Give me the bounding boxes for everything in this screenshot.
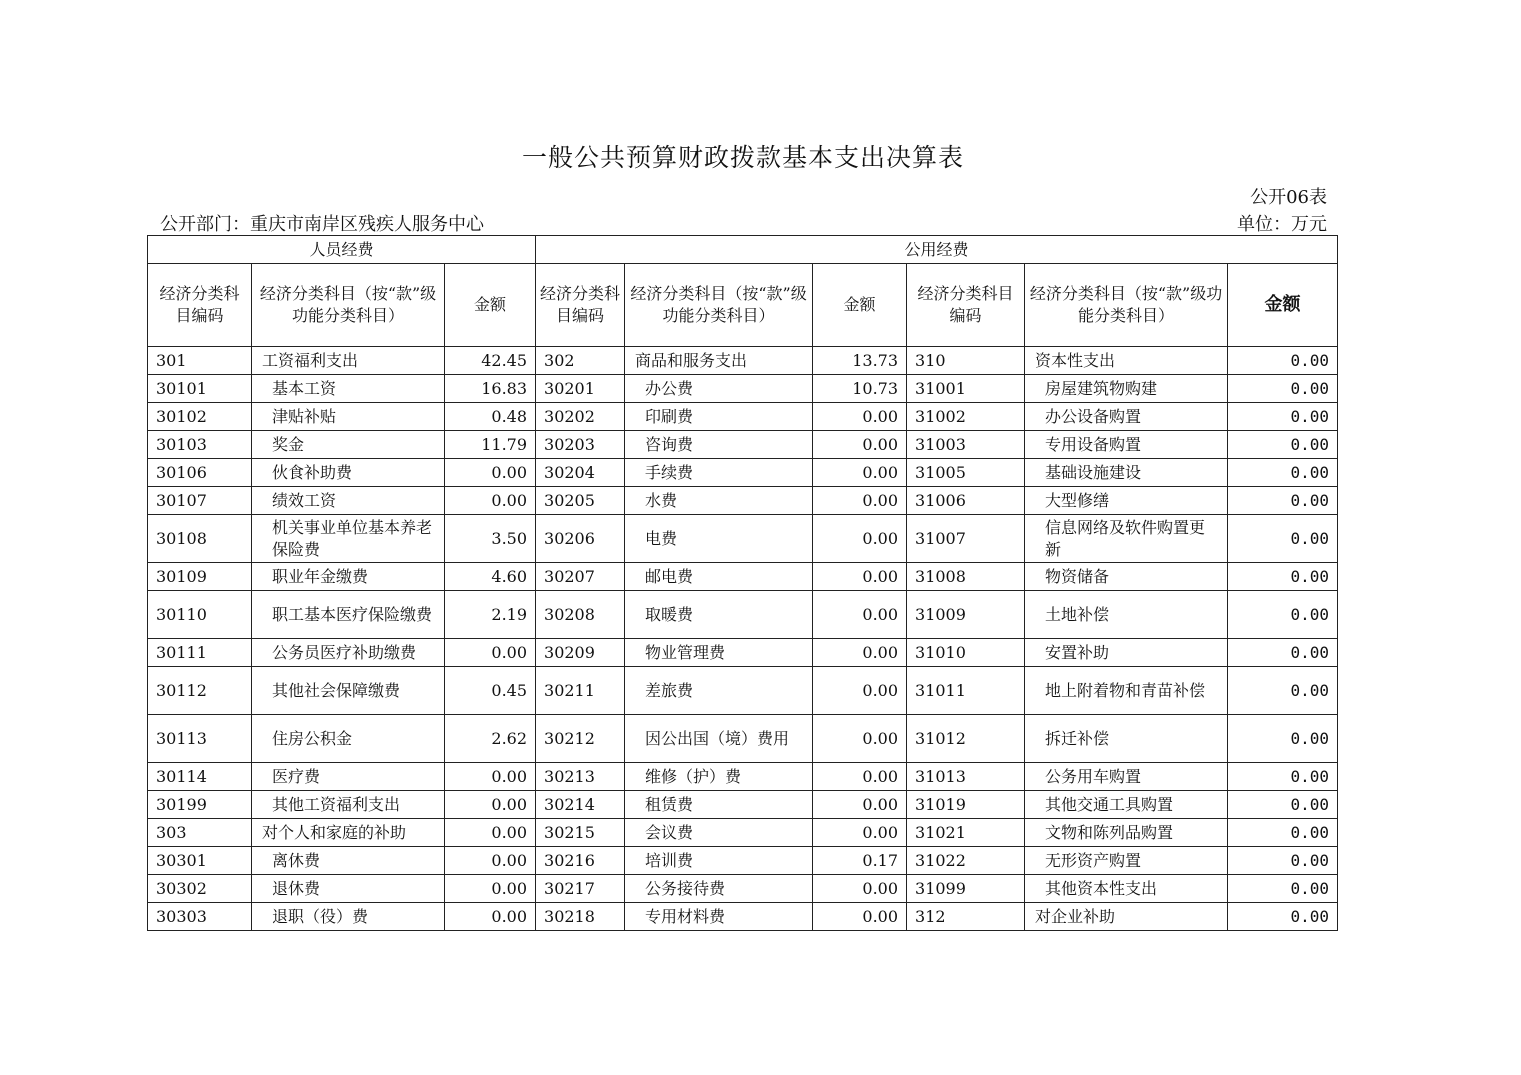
table-row	[148, 875, 1338, 903]
unit-label: 单位：万元	[1237, 214, 1327, 235]
row-code-public: 30214	[536, 791, 625, 819]
row-amount-public: 0.00	[813, 403, 907, 431]
row-amount-personnel: 0.45	[445, 667, 536, 715]
row-code-personnel: 30302	[148, 875, 252, 903]
row-amount-capital: 0.00	[1228, 639, 1338, 667]
row-item-personnel: 机关事业单位基本养老保险费	[252, 515, 445, 563]
row-code-public: 30212	[536, 715, 625, 763]
row-amount-personnel: 16.83	[445, 375, 536, 403]
row-item-public: 印刷费	[625, 403, 813, 431]
header-amount-c: 金额	[1228, 264, 1338, 347]
table-row	[148, 347, 1338, 375]
row-item-personnel: 公务员医疗补助缴费	[252, 639, 445, 667]
row-amount-personnel: 0.00	[445, 819, 536, 847]
row-item-capital: 文物和陈列品购置	[1025, 819, 1228, 847]
table-row	[148, 459, 1338, 487]
row-item-capital: 基础设施建设	[1025, 459, 1228, 487]
row-amount-public: 0.00	[813, 639, 907, 667]
row-code-personnel: 30111	[148, 639, 252, 667]
row-item-public: 水费	[625, 487, 813, 515]
row-code-public: 30216	[536, 847, 625, 875]
table-row	[148, 763, 1338, 791]
row-item-public: 公务接待费	[625, 875, 813, 903]
header-code-a: 经济分类科目编码	[148, 264, 252, 347]
table-row	[148, 847, 1338, 875]
row-code-personnel: 30110	[148, 591, 252, 639]
row-code-public: 30217	[536, 875, 625, 903]
row-code-capital: 31012	[907, 715, 1025, 763]
table-row	[148, 791, 1338, 819]
row-amount-capital: 0.00	[1228, 667, 1338, 715]
row-item-personnel: 其他工资福利支出	[252, 791, 445, 819]
row-item-public: 电费	[625, 515, 813, 563]
table-row	[148, 375, 1338, 403]
row-amount-public: 0.00	[813, 763, 907, 791]
row-item-personnel: 住房公积金	[252, 715, 445, 763]
row-code-capital: 31002	[907, 403, 1025, 431]
table-row	[148, 639, 1338, 667]
row-code-public: 30211	[536, 667, 625, 715]
row-code-personnel: 30113	[148, 715, 252, 763]
row-item-personnel: 工资福利支出	[252, 347, 445, 375]
group-public: 公用经费	[536, 236, 1338, 264]
row-amount-personnel: 0.00	[445, 847, 536, 875]
row-item-capital: 办公设备购置	[1025, 403, 1228, 431]
row-item-public: 商品和服务支出	[625, 347, 813, 375]
row-amount-capital: 0.00	[1228, 763, 1338, 791]
row-amount-personnel: 0.00	[445, 791, 536, 819]
row-code-capital: 31003	[907, 431, 1025, 459]
row-code-personnel: 30112	[148, 667, 252, 715]
header-code-c: 经济分类科目编码	[907, 264, 1025, 347]
row-code-capital: 31001	[907, 375, 1025, 403]
row-amount-public: 0.00	[813, 515, 907, 563]
row-item-personnel: 退休费	[252, 875, 445, 903]
header-amount-b: 金额	[813, 264, 907, 347]
row-code-personnel: 30114	[148, 763, 252, 791]
row-code-capital: 31021	[907, 819, 1025, 847]
row-item-public: 专用材料费	[625, 903, 813, 931]
table-row	[148, 403, 1338, 431]
table-row	[148, 667, 1338, 715]
row-code-public: 30218	[536, 903, 625, 931]
header-name-a: 经济分类科目（按“款”级功能分类科目）	[252, 264, 445, 347]
row-code-public: 30204	[536, 459, 625, 487]
table-row	[148, 903, 1338, 931]
row-code-capital: 31005	[907, 459, 1025, 487]
row-code-capital: 31099	[907, 875, 1025, 903]
row-item-capital: 其他资本性支出	[1025, 875, 1228, 903]
group-personnel: 人员经费	[148, 236, 536, 264]
row-item-personnel: 退职（役）费	[252, 903, 445, 931]
row-amount-capital: 0.00	[1228, 903, 1338, 931]
row-code-public: 30206	[536, 515, 625, 563]
row-item-public: 办公费	[625, 375, 813, 403]
row-amount-public: 0.00	[813, 459, 907, 487]
row-item-public: 培训费	[625, 847, 813, 875]
row-amount-capital: 0.00	[1228, 403, 1338, 431]
row-amount-public: 0.00	[813, 591, 907, 639]
row-item-personnel: 职工基本医疗保险缴费	[252, 591, 445, 639]
row-code-personnel: 30107	[148, 487, 252, 515]
row-code-personnel: 30102	[148, 403, 252, 431]
row-code-public: 30215	[536, 819, 625, 847]
row-amount-personnel: 0.00	[445, 639, 536, 667]
row-item-personnel: 绩效工资	[252, 487, 445, 515]
row-item-capital: 物资储备	[1025, 563, 1228, 591]
row-amount-capital: 0.00	[1228, 847, 1338, 875]
row-amount-capital: 0.00	[1228, 875, 1338, 903]
row-code-personnel: 301	[148, 347, 252, 375]
row-amount-public: 0.00	[813, 903, 907, 931]
row-code-personnel: 30109	[148, 563, 252, 591]
row-amount-personnel: 4.60	[445, 563, 536, 591]
row-item-public: 邮电费	[625, 563, 813, 591]
row-item-public: 手续费	[625, 459, 813, 487]
row-code-capital: 312	[907, 903, 1025, 931]
header-code-b: 经济分类科目编码	[536, 264, 625, 347]
row-code-personnel: 30199	[148, 791, 252, 819]
row-item-capital: 拆迁补偿	[1025, 715, 1228, 763]
row-item-public: 租赁费	[625, 791, 813, 819]
row-item-capital: 信息网络及软件购置更新	[1025, 515, 1228, 563]
row-code-capital: 31010	[907, 639, 1025, 667]
column-header-row	[148, 264, 1338, 347]
row-code-capital: 31019	[907, 791, 1025, 819]
row-item-public: 会议费	[625, 819, 813, 847]
row-item-public: 因公出国（境）费用	[625, 715, 813, 763]
row-amount-capital: 0.00	[1228, 819, 1338, 847]
row-item-capital: 大型修缮	[1025, 487, 1228, 515]
row-code-public: 30203	[536, 431, 625, 459]
expenditure-table	[147, 235, 1338, 931]
row-amount-personnel: 0.00	[445, 459, 536, 487]
row-code-capital: 31009	[907, 591, 1025, 639]
row-amount-capital: 0.00	[1228, 459, 1338, 487]
row-item-capital: 公务用车购置	[1025, 763, 1228, 791]
row-amount-capital: 0.00	[1228, 487, 1338, 515]
row-code-personnel: 30303	[148, 903, 252, 931]
row-item-capital: 对企业补助	[1025, 903, 1228, 931]
form-number: 公开06表	[1250, 187, 1327, 208]
row-code-public: 30202	[536, 403, 625, 431]
row-amount-public: 0.00	[813, 791, 907, 819]
row-item-public: 物业管理费	[625, 639, 813, 667]
row-code-personnel: 30101	[148, 375, 252, 403]
row-item-personnel: 津贴补贴	[252, 403, 445, 431]
row-code-capital: 31022	[907, 847, 1025, 875]
row-amount-personnel: 0.00	[445, 487, 536, 515]
row-item-personnel: 职业年金缴费	[252, 563, 445, 591]
table-row	[148, 515, 1338, 563]
row-amount-capital: 0.00	[1228, 515, 1338, 563]
row-item-public: 咨询费	[625, 431, 813, 459]
row-code-personnel: 30103	[148, 431, 252, 459]
row-item-personnel: 其他社会保障缴费	[252, 667, 445, 715]
row-item-personnel: 伙食补助费	[252, 459, 445, 487]
row-item-capital: 安置补助	[1025, 639, 1228, 667]
page-title: 一般公共预算财政拨款基本支出决算表	[521, 143, 964, 172]
row-code-public: 30205	[536, 487, 625, 515]
row-item-capital: 专用设备购置	[1025, 431, 1228, 459]
row-code-capital: 31013	[907, 763, 1025, 791]
row-amount-public: 0.00	[813, 431, 907, 459]
table-row	[148, 715, 1338, 763]
row-amount-personnel: 11.79	[445, 431, 536, 459]
row-amount-public: 0.00	[813, 563, 907, 591]
row-item-capital: 地上附着物和青苗补偿	[1025, 667, 1228, 715]
row-code-capital: 31011	[907, 667, 1025, 715]
row-amount-capital: 0.00	[1228, 791, 1338, 819]
row-item-personnel: 离休费	[252, 847, 445, 875]
row-amount-capital: 0.00	[1228, 715, 1338, 763]
row-code-capital: 31008	[907, 563, 1025, 591]
row-item-personnel: 基本工资	[252, 375, 445, 403]
row-item-personnel: 医疗费	[252, 763, 445, 791]
row-item-public: 取暖费	[625, 591, 813, 639]
row-item-capital: 资本性支出	[1025, 347, 1228, 375]
row-amount-public: 0.00	[813, 875, 907, 903]
row-code-personnel: 30108	[148, 515, 252, 563]
row-code-public: 30201	[536, 375, 625, 403]
header-name-b: 经济分类科目（按“款”级功能分类科目）	[625, 264, 813, 347]
row-amount-public: 13.73	[813, 347, 907, 375]
row-amount-personnel: 0.00	[445, 903, 536, 931]
row-amount-capital: 0.00	[1228, 591, 1338, 639]
row-item-capital: 无形资产购置	[1025, 847, 1228, 875]
row-amount-personnel: 0.48	[445, 403, 536, 431]
row-item-capital: 房屋建筑物购建	[1025, 375, 1228, 403]
row-item-personnel: 对个人和家庭的补助	[252, 819, 445, 847]
table-row	[148, 819, 1338, 847]
row-amount-public: 0.00	[813, 667, 907, 715]
row-code-personnel: 30106	[148, 459, 252, 487]
row-amount-public: 0.00	[813, 487, 907, 515]
row-code-capital: 31007	[907, 515, 1025, 563]
header-amount-a: 金额	[445, 264, 536, 347]
row-code-capital: 310	[907, 347, 1025, 375]
table-row	[148, 487, 1338, 515]
row-item-capital: 土地补偿	[1025, 591, 1228, 639]
row-amount-personnel: 0.00	[445, 763, 536, 791]
row-amount-personnel: 0.00	[445, 875, 536, 903]
row-amount-personnel: 42.45	[445, 347, 536, 375]
row-amount-personnel: 2.19	[445, 591, 536, 639]
row-amount-public: 0.17	[813, 847, 907, 875]
row-code-personnel: 30301	[148, 847, 252, 875]
row-code-public: 30209	[536, 639, 625, 667]
row-item-public: 维修（护）费	[625, 763, 813, 791]
group-header-row	[148, 236, 1338, 264]
row-code-public: 30208	[536, 591, 625, 639]
row-amount-capital: 0.00	[1228, 375, 1338, 403]
table-row	[148, 431, 1338, 459]
row-code-public: 302	[536, 347, 625, 375]
department-label: 公开部门：重庆市南岸区残疾人服务中心	[160, 214, 484, 235]
row-item-public: 差旅费	[625, 667, 813, 715]
table-row	[148, 591, 1338, 639]
row-amount-capital: 0.00	[1228, 563, 1338, 591]
row-amount-capital: 0.00	[1228, 347, 1338, 375]
row-item-capital: 其他交通工具购置	[1025, 791, 1228, 819]
row-amount-public: 10.73	[813, 375, 907, 403]
table-row	[148, 563, 1338, 591]
row-amount-personnel: 2.62	[445, 715, 536, 763]
row-code-personnel: 303	[148, 819, 252, 847]
row-amount-personnel: 3.50	[445, 515, 536, 563]
row-code-capital: 31006	[907, 487, 1025, 515]
row-code-public: 30213	[536, 763, 625, 791]
row-code-public: 30207	[536, 563, 625, 591]
row-amount-public: 0.00	[813, 819, 907, 847]
row-item-personnel: 奖金	[252, 431, 445, 459]
header-name-c: 经济分类科目（按“款”级功能分类科目）	[1025, 264, 1228, 347]
row-amount-capital: 0.00	[1228, 431, 1338, 459]
row-amount-public: 0.00	[813, 715, 907, 763]
